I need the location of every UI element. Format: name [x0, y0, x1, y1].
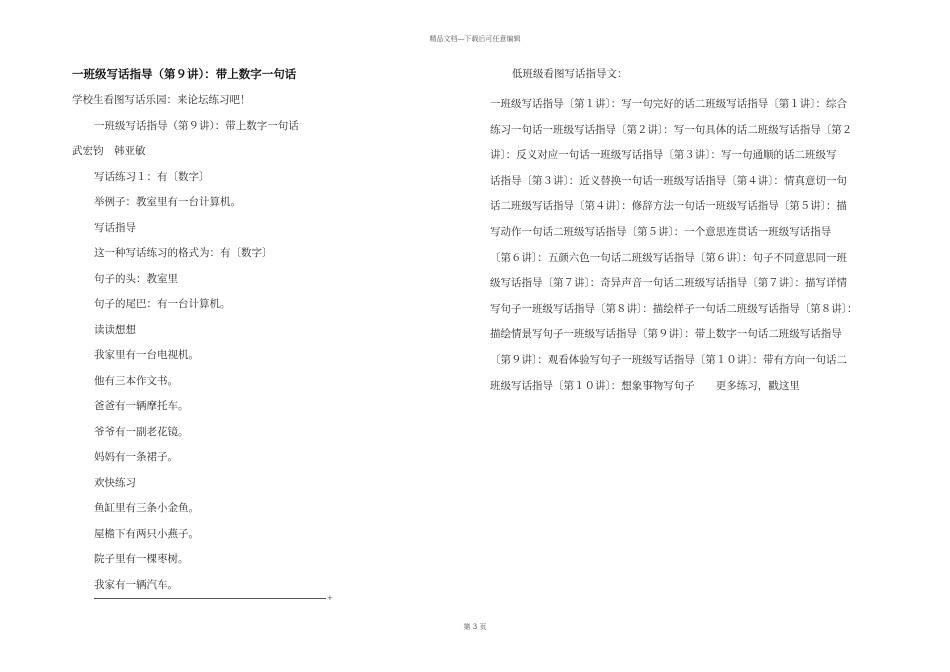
paragraph-line: 讲〕：反义对应一句话一班级写话指导〔第３讲〕：写一句通顺的话二班级写: [490, 149, 837, 162]
body-line: 写话练习１：有〔数字〕: [94, 170, 210, 183]
body-line: 学校生看图写话乐园：来论坛练习吧！: [72, 94, 251, 106]
paragraph-line: 班级写话指导〔第１０讲〕：想象事物写句子 更多练习，戳这里: [490, 379, 800, 392]
body-line: 爸爸有一辆摩托车。: [94, 400, 189, 412]
body-line: 妈妈有一条裙子。: [94, 451, 178, 463]
divider-line: [94, 598, 326, 599]
body-line: 读读想想: [94, 323, 136, 336]
page-header: 精品文档—下载后可任意编辑: [429, 35, 521, 43]
paragraph-line: 〔第６讲〕：五颜六色一句话二班级写话指导〔第６讲〕：句子不同意思同一班: [490, 251, 847, 264]
related-heading: 低班级看图写话指导文：: [512, 68, 628, 80]
paragraph-line: 一班级写话指导〔第１讲〕：写一句完好的话二班级写话指导〔第１讲〕：综合: [490, 98, 847, 110]
body-line: 句子的尾巴：有一台计算机。: [94, 298, 231, 310]
paragraph-line: 写动作一句话二班级写话指导〔第５讲〕：一个意思连贯话一班级写话指导: [490, 225, 832, 238]
page-number: 第 3 页: [463, 623, 487, 631]
left-body: [72, 92, 392, 602]
body-line: 他有三本作文书。: [94, 374, 178, 387]
right-column: [490, 64, 890, 399]
related-lessons-paragraph: [490, 92, 890, 399]
body-line: 欢快练习: [94, 476, 136, 489]
paragraph-line: 话二班级写话指导〔第４讲〕：修辞方法一句话一班级写话指导〔第５讲〕：描: [490, 200, 847, 213]
left-column: [72, 64, 392, 602]
body-line: 院子里有一棵枣树。: [94, 553, 189, 565]
body-line: 武宏钧 韩亚敏: [72, 145, 146, 157]
body-line: 鱼缸里有三条小金鱼。: [94, 502, 199, 514]
body-line: 屋檐下有两只小燕子。: [94, 527, 199, 540]
body-line: 爷爷有一副老花镜。: [94, 425, 189, 438]
body-line: 我家有一辆汽车。: [94, 578, 178, 591]
body-line: 举例子：教室里有一台计算机。: [94, 196, 241, 208]
body-line: 写话指导: [94, 221, 136, 234]
paragraph-line: 〔第９讲〕：观看体验写句子一班级写话指导〔第１０讲〕：带有方向一句话二: [490, 353, 847, 366]
divider-mark: +: [327, 594, 333, 602]
body-line: 一班级写话指导（第９讲）：带上数字一句话: [94, 119, 299, 132]
paragraph-line: 描绘情景写句子一班级写话指导〔第９讲〕：带上数字一句话二班级写话指导: [490, 328, 842, 341]
body-line: 句子的头：教室里: [94, 272, 178, 285]
paragraph-line: 练习一句话一班级写话指导〔第２讲〕：写一句具体的话二班级写话指导〔第２: [490, 123, 853, 136]
paragraph-line: 级写话指导〔第７讲〕：奇异声音一句话二班级写话指导〔第７讲〕：描写详情: [490, 277, 847, 290]
paragraph-line: 话指导〔第３讲〕：近义替换一句话一班级写话指导〔第４讲〕：情真意切一句: [490, 174, 847, 187]
body-line: 我家里有一台电视机。: [94, 349, 199, 361]
article-title: 一班级写话指导（第９讲）：带上数字一句话: [72, 67, 297, 81]
body-line: 这一种写话练习的格式为：有〔数字〕: [94, 247, 273, 259]
paragraph-line: 写句子一班级写话指导〔第８讲〕：描绘样子一句话二班级写话指导〔第８讲〕：: [490, 302, 858, 315]
